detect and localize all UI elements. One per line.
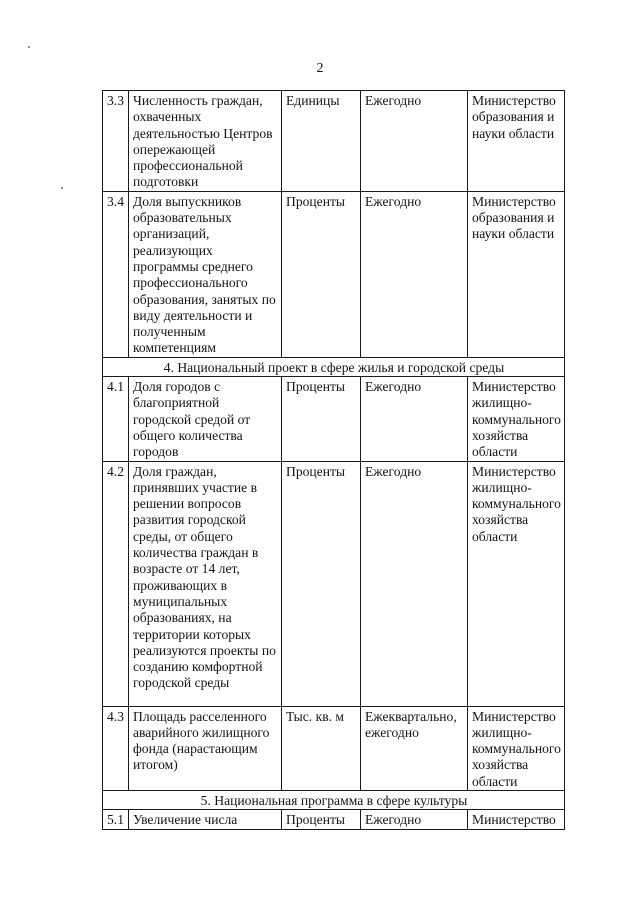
responsible-cell: Министерство: [468, 810, 565, 829]
row-number-cell: 5.1: [103, 810, 129, 829]
row-number-cell: 4.1: [103, 377, 129, 461]
table-row: [103, 461, 565, 706]
indicators-table: [102, 90, 565, 830]
unit-cell: Проценты: [282, 191, 361, 357]
section-heading: 5. Национальная программа в сфере культуры: [103, 791, 565, 810]
responsible-cell: Министерство жилищно-коммунального хозяйства области: [468, 706, 565, 790]
row-number-cell: 3.3: [103, 91, 129, 192]
row-number-cell: 4.2: [103, 461, 129, 706]
unit-cell: Единицы: [282, 91, 361, 192]
scan-speck: [28, 46, 30, 48]
responsible-cell: Министерство образования и науки области: [468, 191, 565, 357]
table-row: [103, 810, 565, 829]
indicator-cell: Численность граждан, охваченных деятельностью Центров опережающей профессиональной подготовки: [129, 91, 282, 192]
frequency-cell: Ежеквартально, ежегодно: [361, 706, 468, 790]
unit-cell: Проценты: [282, 377, 361, 461]
responsible-cell: Министерство образования и науки области: [468, 91, 565, 192]
unit-cell: Тыс. кв. м: [282, 706, 361, 790]
scan-speck: [61, 187, 63, 189]
indicator-cell: Площадь расселенного аварийного жилищного фонда (нарастающим итогом): [129, 706, 282, 790]
table-row: [103, 191, 565, 357]
responsible-cell: Министерство жилищно-коммунального хозяйства области: [468, 377, 565, 461]
row-number-cell: 4.3: [103, 706, 129, 790]
frequency-cell: Ежегодно: [361, 377, 468, 461]
unit-cell: Проценты: [282, 810, 361, 829]
row-number-cell: 3.4: [103, 191, 129, 357]
frequency-cell: Ежегодно: [361, 91, 468, 192]
section-row: [103, 791, 565, 810]
page-number: 2: [316, 61, 324, 76]
unit-cell: Проценты: [282, 461, 361, 706]
indicator-cell: Увеличение числа: [129, 810, 282, 829]
indicator-cell: Доля выпускников образовательных организаций, реализующих программы среднего профессионального образования, занятых по виду деятельности и полученным компетенциям: [129, 191, 282, 357]
table-row: [103, 377, 565, 461]
table-row: [103, 91, 565, 192]
frequency-cell: Ежегодно: [361, 191, 468, 357]
section-heading: 4. Национальный проект в сфере жилья и городской среды: [103, 357, 565, 376]
responsible-cell: Министерство жилищно-коммунального хозяйства области: [468, 461, 565, 706]
frequency-cell: Ежегодно: [361, 461, 468, 706]
table-row: [103, 706, 565, 790]
indicator-cell: Доля граждан, принявших участие в решении вопросов развития городской среды, от общего количества граждан в возрасте от 14 лет, проживающих в муниципальных образованиях, на территории которых реализуются проекты по созданию комфортной городской среды: [129, 461, 282, 706]
frequency-cell: Ежегодно: [361, 810, 468, 829]
indicator-cell: Доля городов с благоприятной городской средой от общего количества городов: [129, 377, 282, 461]
section-row: [103, 357, 565, 376]
